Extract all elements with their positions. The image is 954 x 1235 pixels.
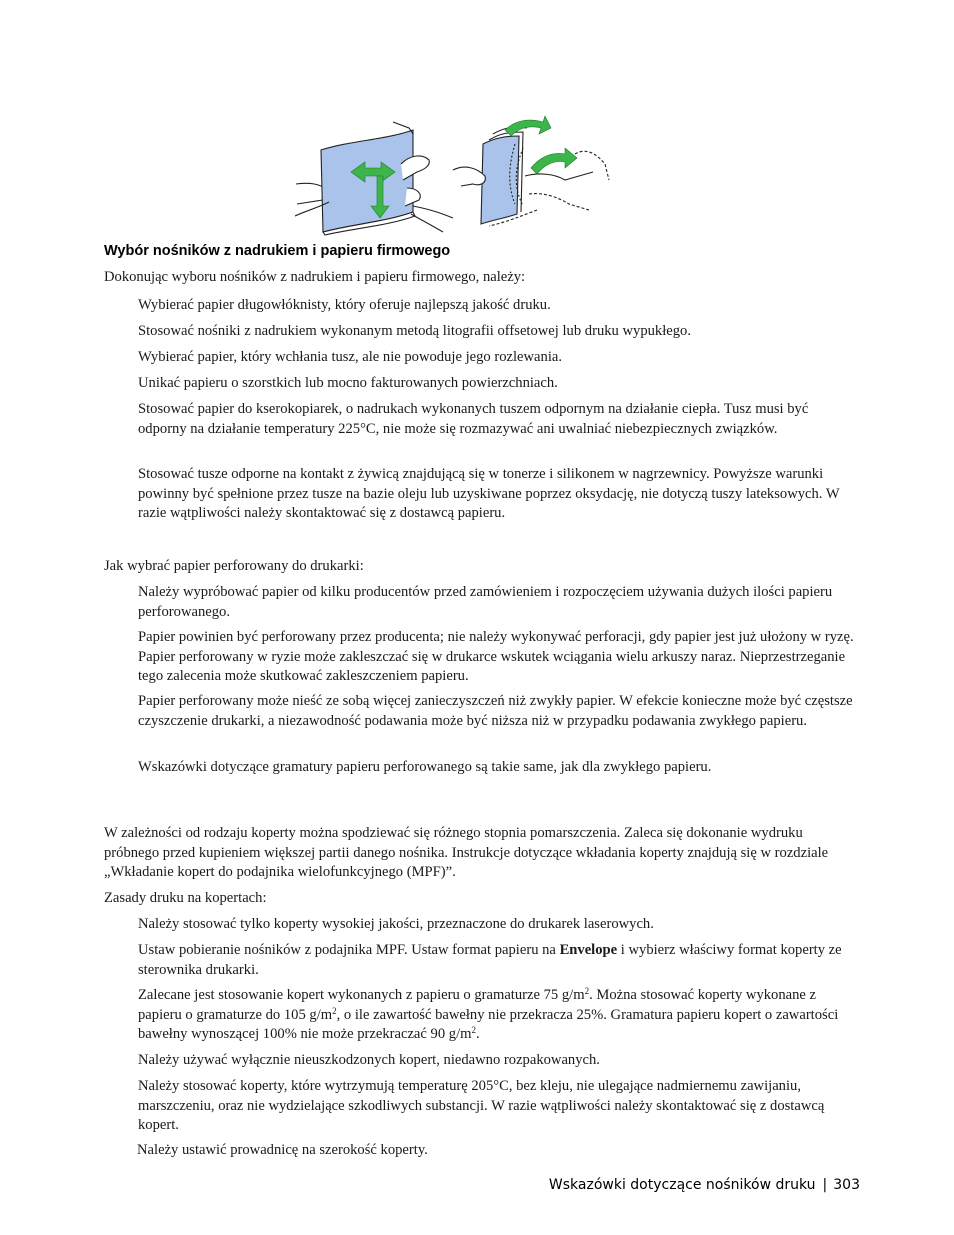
perforated-item: Papier powinien być perforowany przez producenta; nie należy wykonywać perforacji, gdy papier jest już ułożony w ryzę. Papier perforowany w ryzie może zakleszczać się w drukarce wskutek wciągania wielu arkuszy naraz. Nieprzestrzeganie tego zalecenia może skutkować zakleszczeniem papieru. [138,629,854,684]
paper-flexing-illustration [293,114,611,236]
envelopes-item [138,986,860,1045]
letterhead-item: Wybierać papier, który wchłania tusz, ale nie powoduje jego rozlewania. [138,349,563,365]
section-heading: Wybór nośników z nadrukiem i papieru firmowego [104,243,451,259]
perforated-intro: Jak wybrać papier perforowany do drukarki: [104,558,364,574]
envelopes-item: Należy używać wyłącznie nieuszkodzonych kopert, niedawno rozpakowanych. [138,1052,600,1068]
letterhead-item: Stosować tusze odporne na kontakt z żywicą znajdującą się w tonerze i silikonem w nagrzewnicy. Powyższe warunki powinny być spełnione przez tusze na bazie oleju lub uzyskiwane poprzez oksydację, nie dotyczą tuszy lateksowych. W razie wątpliwości należy skontaktować się z dostawcą papieru. [138,466,840,521]
envelopes-intro: Zasady druku na kopertach: [104,890,267,906]
letterhead-item: Stosować papier do kserokopiarek, o nadrukach wykonanych tuszem odpornym na działanie ciepła. Tusz musi być odporny na działanie temperatury 225°C, nie może się rozmazywać ani uwalniać niebezpiecznych związków. [138,401,809,437]
page-footer [549,1177,860,1193]
superscript: 2 [584,986,590,996]
envelopes-item: Należy stosować tylko koperty wysokiej jakości, przeznaczone do drukarek laserowych. [138,916,654,932]
page-number: 303 [833,1177,860,1193]
letterhead-item: Wybierać papier długowłóknisty, który oferuje najlepszą jakość druku. [138,297,551,313]
letterhead-item: Unikać papieru o szorstkich lub mocno fakturowanych powierzchniach. [138,375,558,391]
superscript: 2 [332,1005,337,1016]
envelopes-item-text: Zalecane jest stosowanie kopert wykonanych z papieru o gramaturze 75 g/m [138,987,585,1003]
envelopes-item-text: , o ile zawartość bawełny nie przekracza 25%. Gramatura papieru kopert o zawartości bawełny wynoszącej 100% nie może przekraczać 90 g/m [138,1006,839,1042]
envelopes-item-text: . [475,1026,480,1042]
envelope-format-value: Envelope [559,942,618,958]
perforated-item: Wskazówki dotyczące gramatury papieru perforowanego są takie same, jak dla zwykłego papieru. [138,759,712,775]
envelopes-item-text: i wybierz właściwy format koperty ze sterownika drukarki. [138,942,842,978]
envelopes-item: Należy ustawić prowadnicę na szerokość koperty. [137,1142,428,1158]
envelopes-item: Należy stosować koperty, które wytrzymują temperaturę 205°C, bez kleju, nie ulegające nadmiernemu zawijaniu, marszczeniu, oraz nie wydzielające szkodliwych substancji. W razie wątpliwości należy skontaktować się z dostawcą kopert. [138,1078,825,1133]
superscript: 2 [471,1025,476,1035]
envelopes-item-text: . Można stosować koperty wykonane z papieru o gramaturze do 105 g/m [138,987,817,1023]
letterhead-intro: Dokonując wyboru nośników z nadrukiem i papieru firmowego, należy: [104,269,526,285]
perforated-item: Papier perforowany może nieść ze sobą więcej zanieczyszczeń niż zwykły papier. W efekcie konieczne może być częstsze czyszczenie drukarki, a niezawodność podawania może być niższa niż w przypadku podawania zwykłego papieru. [138,693,853,729]
envelopes-item [138,941,860,980]
letterhead-item: Stosować nośniki z nadrukiem wykonanym metodą litografii offsetowej lub druku wypukłego. [138,323,691,339]
envelopes-paragraph: W zależności od rodzaju koperty można spodziewać się różnego stopnia pomarszczenia. Zaleca się dokonanie wydruku próbnego przed kupieniem większej partii danego nośnika. Instrukcje dotyczące wkładania koperty znajdują się w rozdziale „Wkładanie kopert do podajnika wielofunkcyjnego (MPF)”. [104,825,829,880]
envelopes-item-text: Ustaw pobieranie nośników z podajnika MPF. Ustaw format papieru na [138,942,560,958]
footer-separator: | [822,1177,828,1193]
perforated-item: Należy wypróbować papier od kilku producentów przed zamówieniem i rozpoczęciem używania dużych ilości papieru perforowanego. [138,584,833,620]
footer-title: Wskazówki dotyczące nośników druku [548,1177,816,1193]
